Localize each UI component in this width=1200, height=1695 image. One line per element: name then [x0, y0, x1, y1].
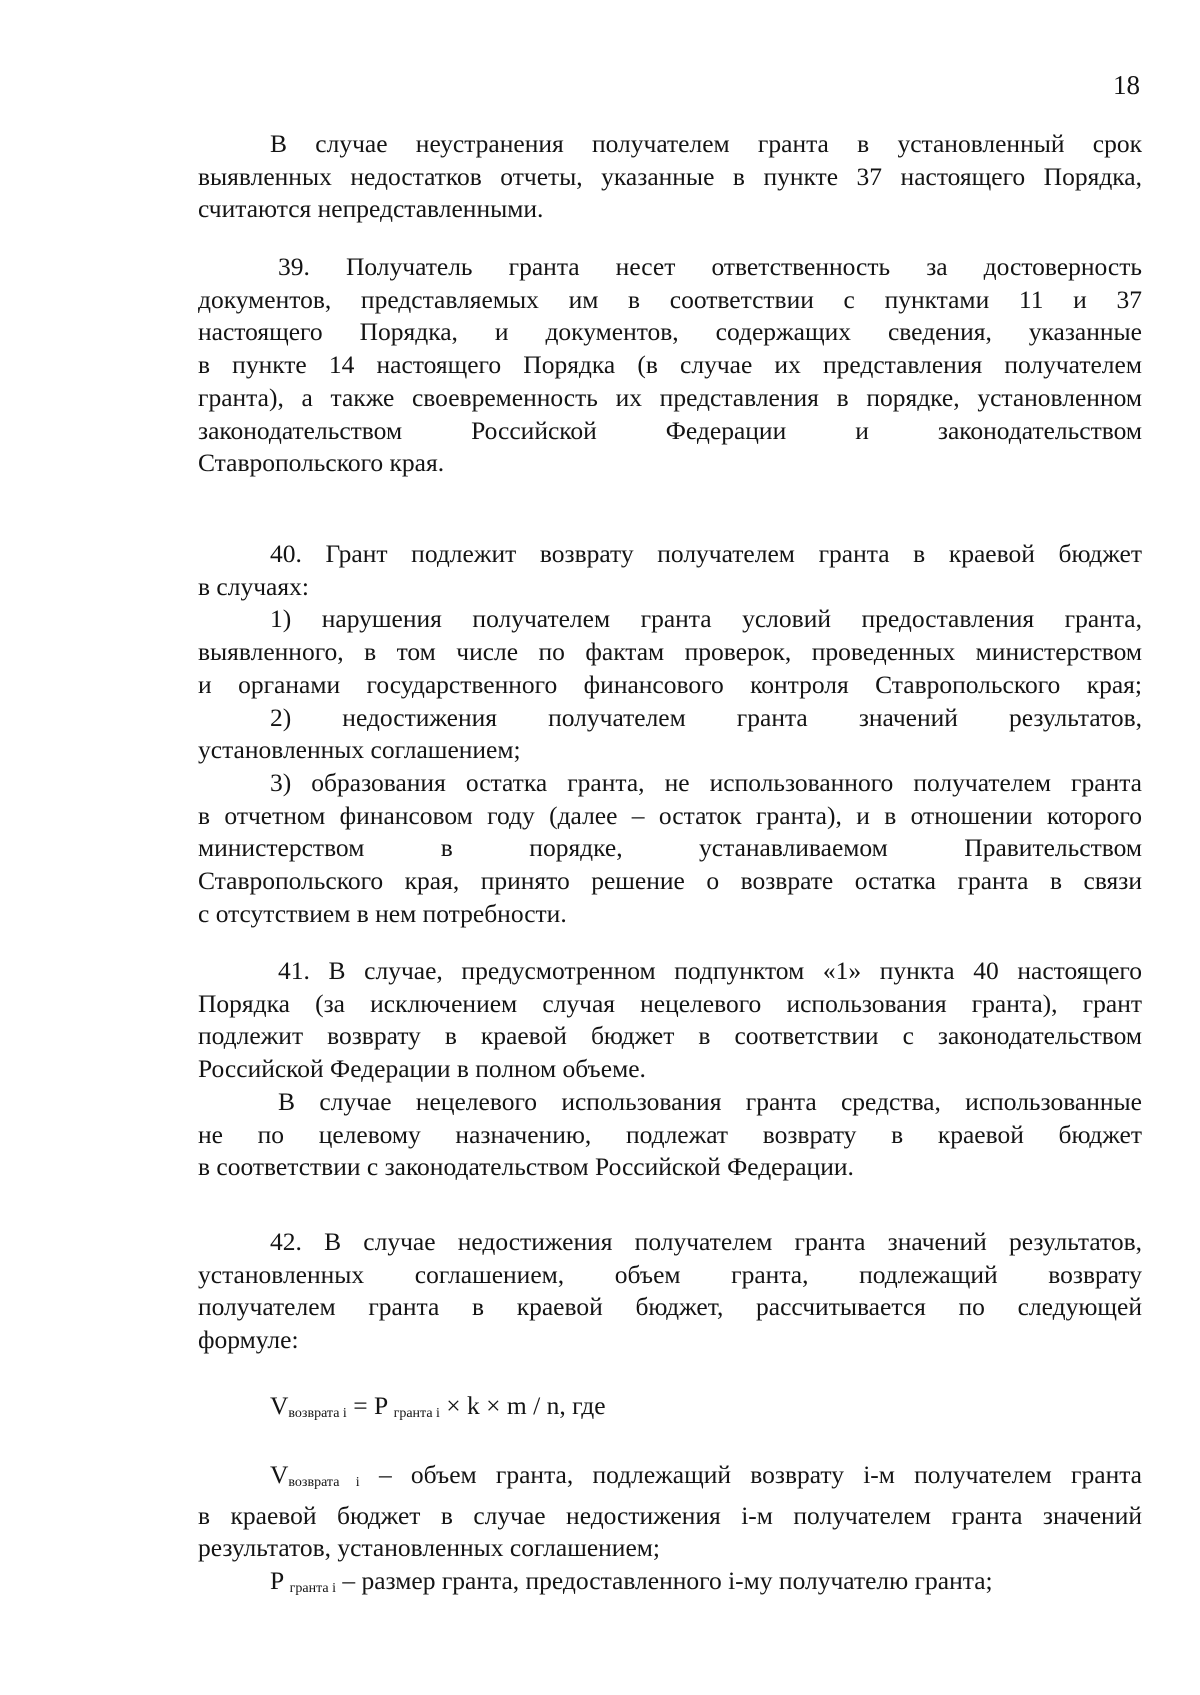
def-v-text: – объем гранта, подлежащий возврату i-м получателем гранта — [359, 1460, 1142, 1489]
text-line: подлежит возврату в краевой бюджет в соответствии с законодательством — [198, 1021, 1142, 1051]
formula-eq: = P — [346, 1391, 394, 1420]
text-line: в краевой бюджет в случае недостижения i-м получателем гранта значений — [198, 1500, 1142, 1530]
text-line: 3) образования остатка гранта, не использованного получателем гранта — [270, 767, 1142, 797]
text-line: Ставропольского края. — [198, 448, 445, 478]
def-p-text: – размер гранта, предоставленного i-му получателю гранта; — [335, 1566, 993, 1596]
def-p-symbol: P — [270, 1566, 290, 1596]
text-line: в отчетном финансовом году (далее – остаток гранта), и в отношении которого — [198, 800, 1142, 830]
text-line: документов, представляемых им в соответствии с пунктами 11 и 37 — [198, 284, 1142, 314]
text-line: Порядка (за исключением случая нецелевого использования гранта), грант — [198, 988, 1142, 1018]
text-line: в случаях: — [198, 571, 309, 601]
text-line: получателем гранта в краевой бюджет, рассчитывается по следующей — [198, 1292, 1142, 1322]
text-line: законодательством Российской Федерации и законодательством — [198, 415, 1142, 445]
definition-v — [198, 1459, 1142, 1500]
text-line: установленных соглашением; — [198, 735, 521, 765]
text-line: В случае неустранения получателем гранта в установленный срок — [270, 129, 1142, 158]
text-line: выявленного, в том числе по фактам проверок, проведенных министерством — [198, 637, 1142, 667]
text-line: 41. В случае, предусмотренном подпунктом «1» пункта 40 настоящего — [278, 956, 1142, 985]
item-41 — [198, 955, 1142, 1184]
text-line: Ставропольского края, принято решение о возврате остатка гранта в связи — [198, 866, 1142, 896]
formula-definitions — [198, 1459, 1142, 1606]
return-formula — [198, 1390, 1142, 1431]
def-p-subscript: гранта i — [289, 1581, 336, 1597]
text-line: в пункте 14 настоящего Порядка (в случае их представления получателем — [198, 350, 1142, 380]
text-line: установленных соглашением, объем гранта, подлежащий возврату — [198, 1259, 1142, 1289]
text-line: формуле: — [198, 1325, 299, 1355]
text-line: В случае нецелевого использования гранта средства, использованные — [278, 1086, 1142, 1116]
text-line: настоящего Порядка, и документов, содержащих сведения, указанные — [198, 317, 1142, 347]
text-line: с отсутствием в нем потребности. — [198, 898, 567, 928]
text-line: 2) недостижения получателем гранта значений результатов, — [270, 702, 1142, 732]
text-line: 1) нарушения получателем гранта условий предоставления гранта, — [270, 604, 1142, 634]
definition-p — [198, 1565, 1142, 1606]
formula-line — [198, 1390, 1142, 1431]
formula-v: V — [270, 1391, 289, 1420]
formula-p-subscript: гранта i — [393, 1406, 440, 1421]
formula-v-subscript: возврата i — [288, 1406, 347, 1421]
text-line: гранта), а также своевременность их представления в порядке, установленном — [198, 382, 1142, 412]
item-40 — [198, 538, 1142, 930]
def-v-symbol: V — [270, 1460, 289, 1489]
paragraph-unremedied-reports — [198, 128, 1142, 226]
text-line: Российской Федерации в полном объеме. — [198, 1054, 646, 1084]
text-line: 39. Получатель гранта несет ответственность за достоверность — [278, 252, 1142, 281]
text-line: министерством в порядке, устанавливаемом Правительством — [198, 833, 1142, 863]
formula-rest: × k × m / n, где — [439, 1391, 606, 1420]
text-line: выявленных недостатков отчеты, указанные в пункте 37 настоящего Порядка, — [198, 161, 1142, 191]
text-line: считаются непредставленными. — [198, 194, 544, 224]
item-39 — [198, 251, 1142, 480]
text-line: и органами государственного финансового контроля Ставропольского края; — [198, 669, 1142, 699]
text-line: в соответствии с законодательством Российской Федерации. — [198, 1152, 854, 1182]
item-42 — [198, 1226, 1142, 1357]
text-line: 40. Грант подлежит возврату получателем гранта в краевой бюджет — [270, 539, 1142, 568]
page-number: 18 — [1113, 70, 1140, 100]
def-v-subscript: возврата i — [288, 1475, 360, 1490]
text-line: 42. В случае недостижения получателем гранта значений результатов, — [270, 1227, 1142, 1256]
text-line: не по целевому назначению, подлежат возврату в краевой бюджет — [198, 1119, 1142, 1149]
text-line: результатов, установленных соглашением; — [198, 1533, 660, 1563]
